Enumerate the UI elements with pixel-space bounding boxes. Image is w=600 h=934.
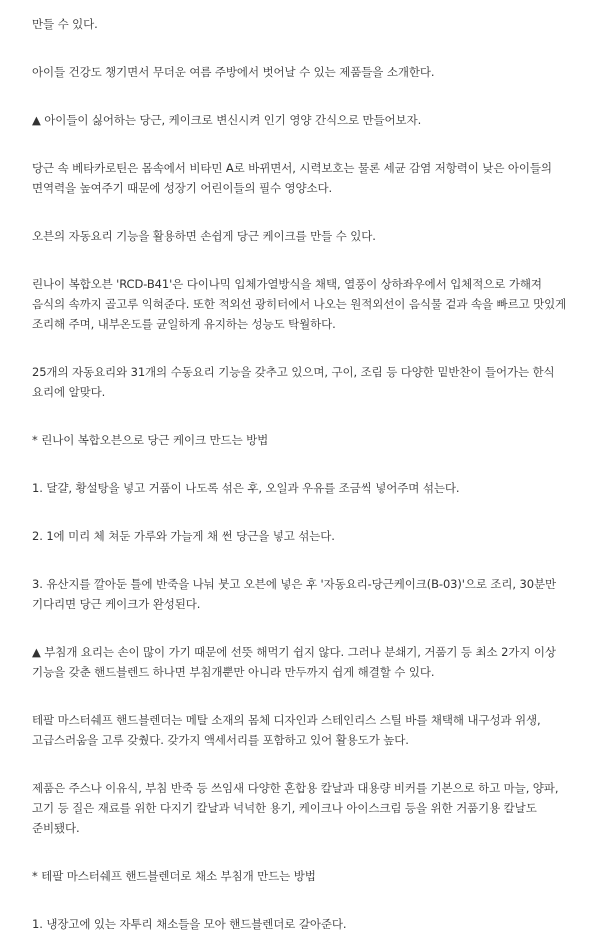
photo-caption-pancake: ▲ 부침개 요리는 손이 많이 가기 때문에 선뜻 해먹기 쉽지 않다. 그러나 분쇄기, 거품기 등 최소 2가지 이상 기능을 갖춘 핸드블렌드 하나면 부침개뿐만 아니라 만두까지 쉽게 해결할 수 있다. (32, 645, 556, 679)
paragraph-summary: 아이들 건강도 챙기면서 무더운 여름 주방에서 벗어날 수 있는 제품들을 소개한다. (32, 65, 435, 79)
paragraph-tefal-blender: 테팔 마스터쉐프 핸드블렌더는 메탈 소재의 몸체 디자인과 스테인리스 스틸 바를 채택해 내구성과 위생, 고급스러움을 고루 갖췄다. 갖가지 액세서리를 포함하고 있어 활용도가 높다. (32, 713, 541, 747)
recipe-step-2: 2. 1에 미리 체 쳐둔 가루와 가늘게 채 썬 당근을 넣고 섞는다. (32, 529, 335, 543)
recipe-step-3: 3. 유산지를 깔아둔 틀에 반죽을 나눠 붓고 오븐에 넣은 후 '자동요리-당근케이크(B-03)'으로 조리, 30분만 기다리면 당근 케이크가 완성된다. (32, 577, 556, 611)
paragraph-rinnai-oven: 린나이 복합오븐 'RCD-B41'은 다이나믹 입체가열방식을 채택, 열풍이 상하좌우에서 입체적으로 가해져 음식의 속까지 골고루 익혀준다. 또한 적외선 광히터에서 나오는 원적외선이 음식물 겉과 속을 빠르고 맛있게 조리해 주며, 내부온도를 균일하게 유지하는 성능도 탁월하다. (32, 277, 567, 331)
paragraph-beta-carotene: 당근 속 베타카로틴은 몸속에서 비타민 A로 바뀌면서, 시력보호는 물론 세균 감염 저항력이 낮은 아이들의 면역력을 높여주기 때문에 성장기 어린이들의 필수 영양소다. (32, 161, 552, 195)
paragraph-oven-auto-cook: 오븐의 자동요리 기능을 활용하면 손쉽게 당근 케이크를 만들 수 있다. (32, 229, 376, 243)
paragraph-oven-functions: 25개의 자동요리와 31개의 수동요리 기능을 갖추고 있으며, 구이, 조림 등 다양한 밑반찬이 들어가는 한식 요리에 알맞다. (32, 365, 555, 399)
recipe-pancake-step-1: 1. 냉장고에 있는 자투리 채소들을 모아 핸드블렌더로 갈아준다. (32, 917, 347, 931)
paragraph-intro-tail: 만들 수 있다. (32, 17, 98, 31)
photo-caption-carrot-cake: ▲ 아이들이 싫어하는 당근, 케이크로 변신시켜 인기 영양 간식으로 만들어보자. (32, 113, 422, 127)
recipe-step-1: 1. 달걀, 황설탕을 넣고 거품이 나도록 섞은 후, 오일과 우유를 조금씩 넣어주며 섞는다. (32, 481, 460, 495)
recipe-heading-carrot-cake: * 린나이 복합오븐으로 당근 케이크 만드는 방법 (32, 433, 269, 447)
recipe-heading-pancake: * 테팔 마스터쉐프 핸드블렌더로 채소 부침개 만드는 방법 (32, 869, 316, 883)
paragraph-blender-blades: 제품은 주스나 이유식, 부침 반죽 등 쓰임새 다양한 혼합용 칼날과 대용량 비커를 기본으로 하고 마늘, 양파, 고기 등 질은 재료를 위한 다지기 칼날과 넉넉한 용기, 케이크나 아이스크림 등을 위한 거품기용 칼날도 준비됐다. (32, 781, 559, 835)
